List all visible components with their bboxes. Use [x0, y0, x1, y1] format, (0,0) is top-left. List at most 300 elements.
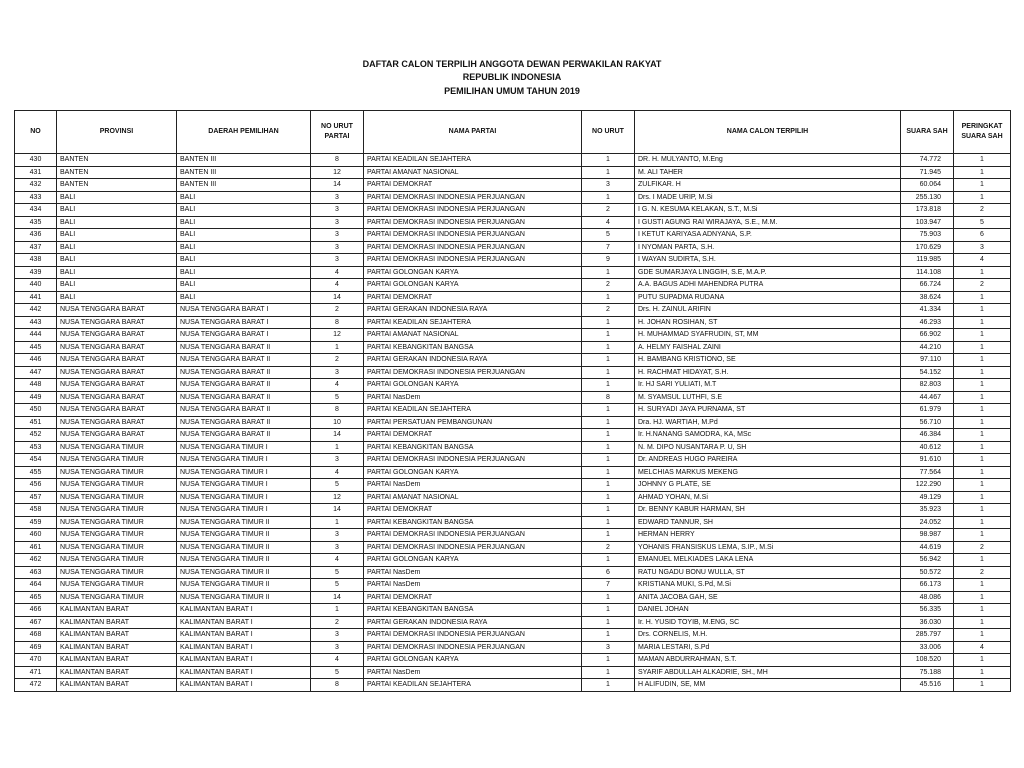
cell-no-urut: 1: [582, 491, 635, 504]
cell-peringkat: 5: [954, 216, 1011, 229]
cell-nama-partai: PARTAI AMANAT NASIONAL: [364, 166, 582, 179]
cell-peringkat: 1: [954, 441, 1011, 454]
cell-no-urut-partai: 1: [311, 441, 364, 454]
table-row: [15, 404, 1011, 417]
cell-no-urut-partai: 4: [311, 266, 364, 279]
cell-peringkat: 1: [954, 679, 1011, 692]
table-row: [15, 429, 1011, 442]
cell-nama-partai: PARTAI DEMOKRAT: [364, 504, 582, 517]
cell-provinsi: NUSA TENGGARA TIMUR: [57, 529, 177, 542]
cell-peringkat: 1: [954, 316, 1011, 329]
document-title: DAFTAR CALON TERPILIH ANGGOTA DEWAN PERWAKILAN RAKYAT: [362, 59, 662, 69]
cell-no-urut: 5: [582, 229, 635, 242]
cell-daerah-pemilihan: NUSA TENGGARA TIMUR I: [177, 466, 311, 479]
cell-no-urut: 3: [582, 179, 635, 192]
cell-no-urut-partai: 8: [311, 404, 364, 417]
cell-no-urut: 1: [582, 291, 635, 304]
cell-nama-partai: PARTAI DEMOKRAT: [364, 591, 582, 604]
cell-suara-sah: 114.108: [901, 266, 954, 279]
table-row: [15, 641, 1011, 654]
cell-suara-sah: 56.942: [901, 554, 954, 567]
cell-peringkat: 1: [954, 466, 1011, 479]
cell-nama-partai: PARTAI DEMOKRASI INDONESIA PERJUANGAN: [364, 216, 582, 229]
cell-nama-calon: MAMAN ABDURRAHMAN, S.T.: [635, 654, 901, 667]
cell-no: 468: [15, 629, 57, 642]
cell-peringkat: 2: [954, 566, 1011, 579]
cell-suara-sah: 66.724: [901, 279, 954, 292]
cell-no-urut-partai: 14: [311, 591, 364, 604]
cell-suara-sah: 24.052: [901, 516, 954, 529]
cell-suara-sah: 75.188: [901, 666, 954, 679]
cell-peringkat: 1: [954, 379, 1011, 392]
cell-suara-sah: 285.797: [901, 629, 954, 642]
table-row: [15, 454, 1011, 467]
table-row: [15, 216, 1011, 229]
table-row: [15, 291, 1011, 304]
cell-nama-partai: PARTAI PERSATUAN PEMBANGUNAN: [364, 416, 582, 429]
cell-nama-partai: PARTAI GERAKAN INDONESIA RAYA: [364, 304, 582, 317]
cell-nama-calon: A. HELMY FAISHAL ZAINI: [635, 341, 901, 354]
cell-provinsi: NUSA TENGGARA TIMUR: [57, 579, 177, 592]
cell-daerah-pemilihan: BANTEN III: [177, 154, 311, 167]
cell-nama-calon: I G. N. KESUMA KELAKAN, S.T., M.Si: [635, 204, 901, 217]
cell-peringkat: 3: [954, 241, 1011, 254]
cell-no-urut-partai: 3: [311, 229, 364, 242]
cell-suara-sah: 66.173: [901, 579, 954, 592]
header-peringkat-suara-sah: PERINGKAT SUARA SAH: [954, 111, 1011, 154]
document-subtitle-country: REPUBLIK INDONESIA: [462, 72, 562, 82]
cell-no-urut: 1: [582, 679, 635, 692]
cell-peringkat: 1: [954, 654, 1011, 667]
cell-nama-calon: ZULFIKAR. H: [635, 179, 901, 192]
table-row: [15, 179, 1011, 192]
cell-daerah-pemilihan: NUSA TENGGARA TIMUR II: [177, 591, 311, 604]
cell-nama-calon: GDE SUMARJAYA LINGGIH, S.E, M.A.P.: [635, 266, 901, 279]
table-row: [15, 266, 1011, 279]
cell-provinsi: NUSA TENGGARA TIMUR: [57, 504, 177, 517]
cell-no: 458: [15, 504, 57, 517]
cell-nama-calon: Dr. ANDREAS HUGO PAREIRA: [635, 454, 901, 467]
cell-peringkat: 1: [954, 154, 1011, 167]
cell-daerah-pemilihan: KALIMANTAN BARAT I: [177, 629, 311, 642]
cell-no-urut-partai: 10: [311, 416, 364, 429]
cell-no: 465: [15, 591, 57, 604]
cell-peringkat: 1: [954, 291, 1011, 304]
cell-suara-sah: 122.290: [901, 479, 954, 492]
cell-provinsi: NUSA TENGGARA BARAT: [57, 354, 177, 367]
cell-peringkat: 1: [954, 429, 1011, 442]
cell-daerah-pemilihan: NUSA TENGGARA TIMUR II: [177, 541, 311, 554]
table-row: [15, 504, 1011, 517]
table-row: [15, 604, 1011, 617]
cell-no-urut: 1: [582, 341, 635, 354]
cell-no-urut: 1: [582, 404, 635, 417]
cell-nama-calon: KRISTIANA MUKI, S.Pd, M.Si: [635, 579, 901, 592]
cell-provinsi: KALIMANTAN BARAT: [57, 666, 177, 679]
cell-no: 450: [15, 404, 57, 417]
cell-daerah-pemilihan: NUSA TENGGARA TIMUR I: [177, 479, 311, 492]
cell-nama-calon: ANITA JACOBA GAH, SE: [635, 591, 901, 604]
cell-provinsi: KALIMANTAN BARAT: [57, 654, 177, 667]
cell-no-urut-partai: 4: [311, 279, 364, 292]
cell-suara-sah: 33.006: [901, 641, 954, 654]
cell-daerah-pemilihan: BALI: [177, 266, 311, 279]
cell-peringkat: 1: [954, 329, 1011, 342]
cell-suara-sah: 46.293: [901, 316, 954, 329]
cell-provinsi: NUSA TENGGARA TIMUR: [57, 441, 177, 454]
cell-peringkat: 1: [954, 604, 1011, 617]
header-provinsi: PROVINSI: [57, 111, 177, 154]
cell-no-urut-partai: 3: [311, 241, 364, 254]
cell-no: 432: [15, 179, 57, 192]
cell-nama-partai: PARTAI GOLONGAN KARYA: [364, 654, 582, 667]
cell-nama-partai: PARTAI DEMOKRASI INDONESIA PERJUANGAN: [364, 241, 582, 254]
cell-no-urut: 1: [582, 379, 635, 392]
cell-no-urut: 1: [582, 466, 635, 479]
table-row: [15, 466, 1011, 479]
cell-suara-sah: 46.384: [901, 429, 954, 442]
cell-provinsi: NUSA TENGGARA BARAT: [57, 416, 177, 429]
cell-no-urut-partai: 3: [311, 216, 364, 229]
cell-daerah-pemilihan: BALI: [177, 279, 311, 292]
header-no-urut: NO URUT: [582, 111, 635, 154]
cell-no-urut: 4: [582, 216, 635, 229]
cell-peringkat: 1: [954, 391, 1011, 404]
cell-no-urut-partai: 1: [311, 604, 364, 617]
table-row: [15, 154, 1011, 167]
cell-suara-sah: 50.572: [901, 566, 954, 579]
cell-nama-partai: PARTAI DEMOKRASI INDONESIA PERJUANGAN: [364, 629, 582, 642]
cell-no-urut: 1: [582, 604, 635, 617]
cell-no: 455: [15, 466, 57, 479]
table-row: [15, 529, 1011, 542]
cell-daerah-pemilihan: NUSA TENGGARA BARAT II: [177, 379, 311, 392]
cell-suara-sah: 108.520: [901, 654, 954, 667]
cell-provinsi: NUSA TENGGARA TIMUR: [57, 491, 177, 504]
cell-peringkat: 2: [954, 279, 1011, 292]
table-header-row: [15, 111, 1011, 154]
cell-nama-calon: A.A. BAGUS ADHI MAHENDRA PUTRA: [635, 279, 901, 292]
cell-peringkat: 1: [954, 454, 1011, 467]
cell-suara-sah: 82.803: [901, 379, 954, 392]
cell-suara-sah: 56.710: [901, 416, 954, 429]
cell-provinsi: BALI: [57, 204, 177, 217]
cell-no-urut: 1: [582, 266, 635, 279]
cell-nama-partai: PARTAI KEBANGKITAN BANGSA: [364, 516, 582, 529]
cell-no-urut-partai: 2: [311, 354, 364, 367]
cell-no-urut: 1: [582, 554, 635, 567]
cell-peringkat: 1: [954, 266, 1011, 279]
cell-suara-sah: 61.979: [901, 404, 954, 417]
cell-nama-partai: PARTAI KEADILAN SEJAHTERA: [364, 679, 582, 692]
cell-no-urut: 1: [582, 154, 635, 167]
cell-nama-partai: PARTAI DEMOKRAT: [364, 179, 582, 192]
cell-no: 460: [15, 529, 57, 542]
cell-provinsi: BALI: [57, 216, 177, 229]
cell-provinsi: NUSA TENGGARA TIMUR: [57, 554, 177, 567]
cell-daerah-pemilihan: KALIMANTAN BARAT I: [177, 654, 311, 667]
cell-nama-partai: PARTAI KEADILAN SEJAHTERA: [364, 404, 582, 417]
cell-nama-calon: N. M. DIPO NUSANTARA P. U, SH: [635, 441, 901, 454]
cell-no: 452: [15, 429, 57, 442]
cell-no-urut: 1: [582, 516, 635, 529]
cell-nama-calon: DANIEL JOHAN: [635, 604, 901, 617]
cell-no-urut-partai: 5: [311, 566, 364, 579]
cell-daerah-pemilihan: BALI: [177, 291, 311, 304]
cell-daerah-pemilihan: NUSA TENGGARA BARAT II: [177, 366, 311, 379]
cell-no: 461: [15, 541, 57, 554]
table-row: [15, 666, 1011, 679]
table-row: [15, 579, 1011, 592]
cell-no-urut-partai: 5: [311, 666, 364, 679]
cell-suara-sah: 38.624: [901, 291, 954, 304]
cell-daerah-pemilihan: NUSA TENGGARA TIMUR I: [177, 454, 311, 467]
cell-no-urut-partai: 14: [311, 504, 364, 517]
cell-daerah-pemilihan: BALI: [177, 229, 311, 242]
cell-provinsi: NUSA TENGGARA BARAT: [57, 366, 177, 379]
cell-suara-sah: 54.152: [901, 366, 954, 379]
cell-daerah-pemilihan: NUSA TENGGARA BARAT I: [177, 329, 311, 342]
cell-nama-partai: PARTAI KEBANGKITAN BANGSA: [364, 441, 582, 454]
cell-nama-partai: PARTAI DEMOKRASI INDONESIA PERJUANGAN: [364, 254, 582, 267]
cell-no-urut-partai: 5: [311, 391, 364, 404]
table-row: [15, 166, 1011, 179]
cell-no-urut: 1: [582, 479, 635, 492]
cell-suara-sah: 41.334: [901, 304, 954, 317]
cell-peringkat: 1: [954, 529, 1011, 542]
cell-peringkat: 1: [954, 179, 1011, 192]
cell-nama-partai: PARTAI NasDem: [364, 479, 582, 492]
cell-suara-sah: 44.210: [901, 341, 954, 354]
cell-no-urut: 1: [582, 529, 635, 542]
table-row: [15, 591, 1011, 604]
cell-no-urut: 1: [582, 654, 635, 667]
cell-daerah-pemilihan: NUSA TENGGARA TIMUR I: [177, 504, 311, 517]
cell-nama-calon: H. BAMBANG KRISTIONO, SE: [635, 354, 901, 367]
cell-no-urut-partai: 2: [311, 616, 364, 629]
cell-nama-calon: M. ALI TAHER: [635, 166, 901, 179]
table-row: [15, 254, 1011, 267]
cell-no: 451: [15, 416, 57, 429]
cell-provinsi: BALI: [57, 191, 177, 204]
cell-no-urut: 2: [582, 541, 635, 554]
cell-suara-sah: 40.612: [901, 441, 954, 454]
cell-nama-calon: H. JOHAN ROSIHAN, ST: [635, 316, 901, 329]
cell-nama-partai: PARTAI DEMOKRAT: [364, 429, 582, 442]
cell-nama-calon: HERMAN HERRY: [635, 529, 901, 542]
cell-no-urut-partai: 5: [311, 479, 364, 492]
cell-no: 443: [15, 316, 57, 329]
cell-provinsi: KALIMANTAN BARAT: [57, 641, 177, 654]
cell-no: 430: [15, 154, 57, 167]
cell-no-urut: 1: [582, 504, 635, 517]
cell-nama-partai: PARTAI DEMOKRASI INDONESIA PERJUANGAN: [364, 541, 582, 554]
cell-daerah-pemilihan: NUSA TENGGARA BARAT II: [177, 429, 311, 442]
table-row: [15, 391, 1011, 404]
cell-daerah-pemilihan: NUSA TENGGARA BARAT I: [177, 304, 311, 317]
cell-no-urut-partai: 3: [311, 629, 364, 642]
cell-suara-sah: 170.629: [901, 241, 954, 254]
cell-nama-calon: EMANUEL MELKIADES LAKA LENA: [635, 554, 901, 567]
cell-peringkat: 1: [954, 166, 1011, 179]
cell-nama-partai: PARTAI GOLONGAN KARYA: [364, 279, 582, 292]
table-row: [15, 516, 1011, 529]
cell-no-urut-partai: 1: [311, 341, 364, 354]
cell-daerah-pemilihan: BANTEN III: [177, 166, 311, 179]
cell-peringkat: 1: [954, 341, 1011, 354]
table-row: [15, 241, 1011, 254]
cell-nama-partai: PARTAI DEMOKRASI INDONESIA PERJUANGAN: [364, 204, 582, 217]
cell-daerah-pemilihan: BALI: [177, 191, 311, 204]
cell-suara-sah: 103.947: [901, 216, 954, 229]
cell-nama-calon: YOHANIS FRANSISKUS LEMA, S.IP., M.Si: [635, 541, 901, 554]
cell-no-urut: 2: [582, 279, 635, 292]
cell-no-urut-partai: 3: [311, 641, 364, 654]
cell-provinsi: BALI: [57, 266, 177, 279]
cell-nama-calon: EDWARD TANNUR, SH: [635, 516, 901, 529]
cell-no-urut: 3: [582, 641, 635, 654]
cell-no: 438: [15, 254, 57, 267]
cell-daerah-pemilihan: BALI: [177, 204, 311, 217]
cell-provinsi: NUSA TENGGARA TIMUR: [57, 516, 177, 529]
cell-no-urut: 8: [582, 391, 635, 404]
cell-no-urut: 7: [582, 241, 635, 254]
cell-provinsi: BANTEN: [57, 166, 177, 179]
cell-peringkat: 1: [954, 304, 1011, 317]
cell-no-urut-partai: 3: [311, 191, 364, 204]
cell-nama-partai: PARTAI AMANAT NASIONAL: [364, 491, 582, 504]
header-daerah-pemilihan: DAERAH PEMILIHAN: [177, 111, 311, 154]
cell-no: 456: [15, 479, 57, 492]
cell-nama-calon: Ir. H. YUSID TOYIB, M.ENG, SC: [635, 616, 901, 629]
cell-nama-calon: H. SURYADI JAYA PURNAMA, ST: [635, 404, 901, 417]
cell-no-urut-partai: 8: [311, 316, 364, 329]
cell-no: 436: [15, 229, 57, 242]
cell-nama-partai: PARTAI DEMOKRASI INDONESIA PERJUANGAN: [364, 191, 582, 204]
table-row: [15, 654, 1011, 667]
table-row: [15, 366, 1011, 379]
cell-no-urut-partai: 1: [311, 516, 364, 529]
cell-no-urut-partai: 3: [311, 204, 364, 217]
cell-no: 453: [15, 441, 57, 454]
cell-no: 454: [15, 454, 57, 467]
cell-daerah-pemilihan: NUSA TENGGARA TIMUR II: [177, 579, 311, 592]
cell-no: 446: [15, 354, 57, 367]
cell-nama-calon: I WAYAN SUDIRTA, S.H.: [635, 254, 901, 267]
cell-nama-calon: Drs. I MADE URIP, M.Si: [635, 191, 901, 204]
cell-provinsi: BALI: [57, 291, 177, 304]
table-row: [15, 491, 1011, 504]
cell-no: 431: [15, 166, 57, 179]
cell-no-urut: 1: [582, 366, 635, 379]
cell-provinsi: NUSA TENGGARA TIMUR: [57, 454, 177, 467]
cell-no-urut: 1: [582, 354, 635, 367]
cell-nama-calon: H. MUHAMMAD SYAFRUDIN, ST, MM: [635, 329, 901, 342]
cell-no-urut-partai: 5: [311, 579, 364, 592]
cell-no: 442: [15, 304, 57, 317]
table-row: [15, 679, 1011, 692]
cell-nama-calon: SYARIF ABDULLAH ALKADRIE, SH., MH: [635, 666, 901, 679]
cell-no-urut: 1: [582, 616, 635, 629]
table-row: [15, 554, 1011, 567]
cell-peringkat: 1: [954, 404, 1011, 417]
cell-suara-sah: 35.923: [901, 504, 954, 517]
cell-no: 449: [15, 391, 57, 404]
cell-suara-sah: 36.030: [901, 616, 954, 629]
cell-no: 444: [15, 329, 57, 342]
cell-daerah-pemilihan: NUSA TENGGARA BARAT II: [177, 404, 311, 417]
table-row: [15, 191, 1011, 204]
cell-nama-partai: PARTAI NasDem: [364, 391, 582, 404]
table-row: [15, 629, 1011, 642]
cell-suara-sah: 44.619: [901, 541, 954, 554]
cell-no-urut: 1: [582, 191, 635, 204]
cell-daerah-pemilihan: NUSA TENGGARA BARAT II: [177, 341, 311, 354]
cell-no: 471: [15, 666, 57, 679]
cell-provinsi: NUSA TENGGARA TIMUR: [57, 541, 177, 554]
cell-no-urut-partai: 12: [311, 491, 364, 504]
table-row: [15, 229, 1011, 242]
cell-daerah-pemilihan: BANTEN III: [177, 179, 311, 192]
cell-suara-sah: 48.086: [901, 591, 954, 604]
cell-peringkat: 1: [954, 416, 1011, 429]
cell-daerah-pemilihan: BALI: [177, 254, 311, 267]
table-row: [15, 304, 1011, 317]
cell-daerah-pemilihan: KALIMANTAN BARAT I: [177, 679, 311, 692]
cell-no: 434: [15, 204, 57, 217]
table-row: [15, 341, 1011, 354]
cell-peringkat: 1: [954, 591, 1011, 604]
cell-peringkat: 1: [954, 366, 1011, 379]
cell-peringkat: 2: [954, 204, 1011, 217]
cell-nama-partai: PARTAI GERAKAN INDONESIA RAYA: [364, 354, 582, 367]
cell-nama-partai: PARTAI GOLONGAN KARYA: [364, 554, 582, 567]
cell-daerah-pemilihan: NUSA TENGGARA TIMUR I: [177, 491, 311, 504]
cell-nama-partai: PARTAI GOLONGAN KARYA: [364, 466, 582, 479]
cell-provinsi: NUSA TENGGARA BARAT: [57, 391, 177, 404]
cell-suara-sah: 66.902: [901, 329, 954, 342]
cell-no: 462: [15, 554, 57, 567]
cell-no: 467: [15, 616, 57, 629]
table-row: [15, 354, 1011, 367]
cell-no-urut-partai: 4: [311, 554, 364, 567]
cell-no: 470: [15, 654, 57, 667]
table-body: [15, 154, 1011, 692]
cell-nama-partai: PARTAI KEADILAN SEJAHTERA: [364, 316, 582, 329]
cell-peringkat: 1: [954, 491, 1011, 504]
cell-daerah-pemilihan: NUSA TENGGARA BARAT II: [177, 391, 311, 404]
cell-no: 440: [15, 279, 57, 292]
cell-no: 448: [15, 379, 57, 392]
cell-no-urut: 1: [582, 629, 635, 642]
cell-daerah-pemilihan: BALI: [177, 241, 311, 254]
cell-suara-sah: 71.945: [901, 166, 954, 179]
cell-nama-partai: PARTAI AMANAT NASIONAL: [364, 329, 582, 342]
cell-nama-calon: H ALIFUDIN, SE, MM: [635, 679, 901, 692]
cell-no: 439: [15, 266, 57, 279]
cell-nama-partai: PARTAI DEMOKRASI INDONESIA PERJUANGAN: [364, 529, 582, 542]
cell-provinsi: NUSA TENGGARA TIMUR: [57, 591, 177, 604]
cell-no: 433: [15, 191, 57, 204]
cell-daerah-pemilihan: NUSA TENGGARA TIMUR II: [177, 529, 311, 542]
cell-suara-sah: 91.610: [901, 454, 954, 467]
cell-no: 459: [15, 516, 57, 529]
cell-no-urut: 1: [582, 454, 635, 467]
cell-nama-calon: I GUSTI AGUNG RAI WIRAJAYA, S.E., M.M.: [635, 216, 901, 229]
cell-daerah-pemilihan: BALI: [177, 216, 311, 229]
cell-daerah-pemilihan: KALIMANTAN BARAT I: [177, 641, 311, 654]
cell-no-urut-partai: 3: [311, 529, 364, 542]
